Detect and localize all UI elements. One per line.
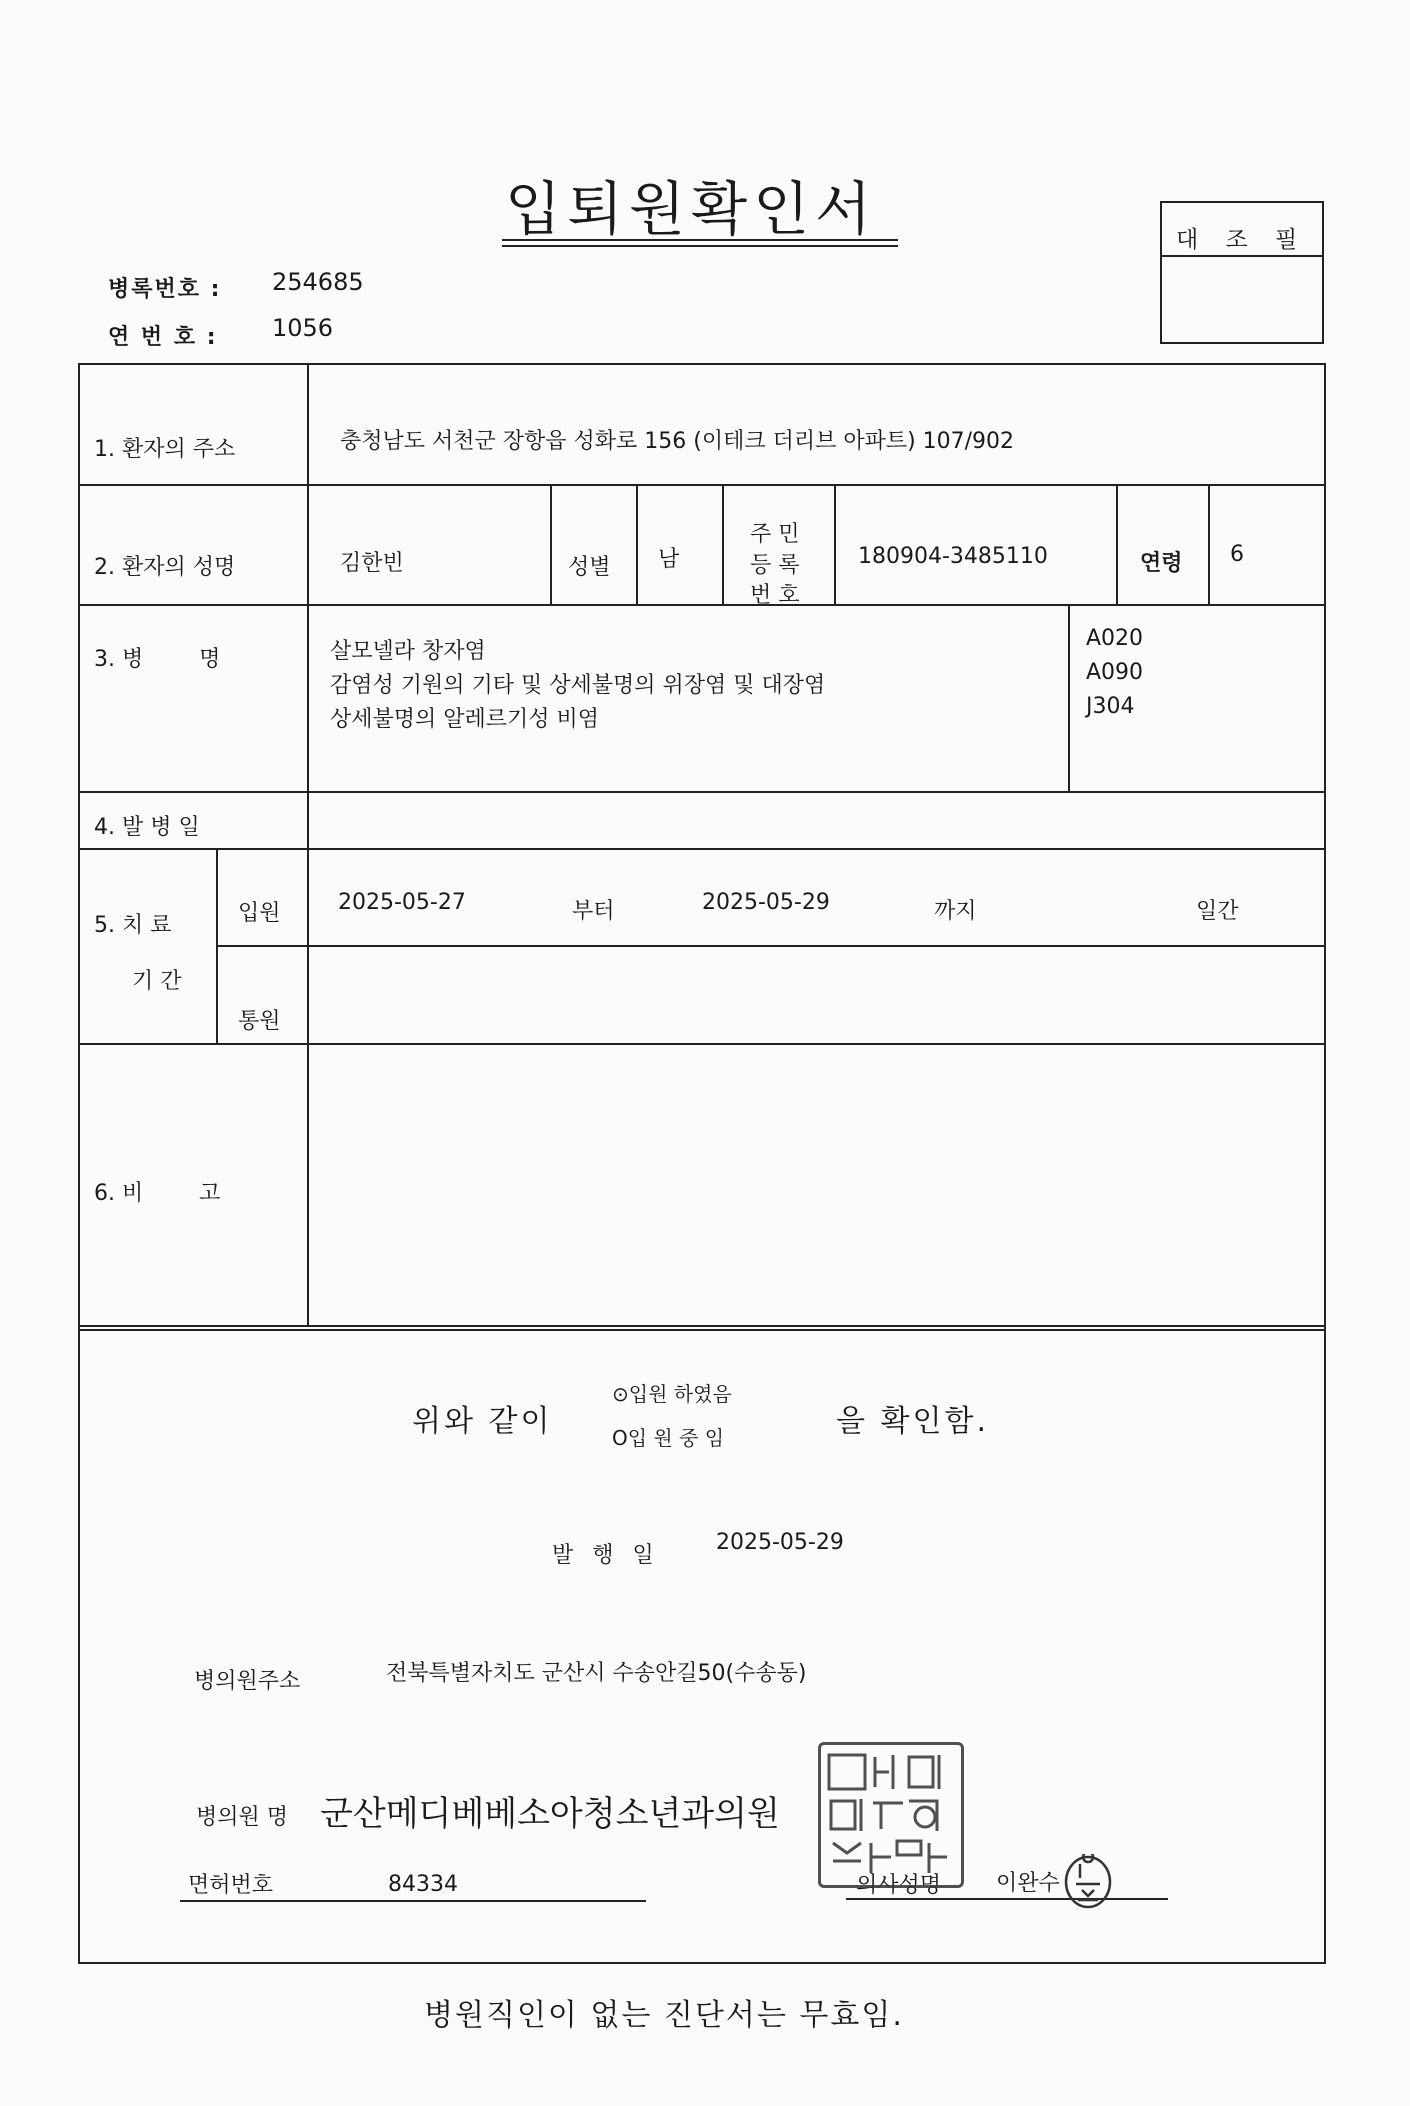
rrn-label-line1: 주 민 [750,522,800,547]
footer-notice: 병원직인이 없는 진단서는 무효임. [424,1998,904,2033]
name-label: 2. 환자의 성명 [94,555,236,580]
inpatient-label: 입원 [238,901,281,926]
disease-code-2: A090 [1086,660,1144,685]
doctor-underline [846,1898,1168,1900]
patient-rrn: 180904-3485110 [858,544,1048,569]
inpatient-to: 2025-05-29 [702,890,830,915]
verification-box [1160,201,1324,344]
disease-1: 살모넬라 창자염 [330,639,486,664]
license-label: 면허번호 [188,1873,274,1898]
rrn-label-line3: 번 호 [750,583,800,608]
title-underline [502,239,898,241]
from-word: 부터 [572,899,615,924]
patient-age: 6 [1230,542,1244,567]
inpatient-from: 2025-05-27 [338,890,466,915]
record-no-value: 254685 [272,268,364,296]
sex-label: 성별 [568,555,611,580]
days-word: 일간 [1196,899,1239,924]
address-label: 1. 환자의 주소 [94,437,236,462]
confirm-option-admitted: ⊙입원 하였음 [612,1382,732,1406]
doctor-label: 의사성명 [856,1873,942,1898]
license-number: 84334 [388,1872,458,1897]
clinic-address-label: 병의원주소 [194,1669,301,1694]
onset-label: 4. 발 병 일 [94,815,200,840]
document-title: 입퇴원확인서 [505,175,878,243]
confirm-suffix: 을 확인함. [836,1404,989,1439]
form-table [78,363,1326,1331]
confirm-prefix: 위와 같이 [412,1404,553,1439]
issue-date: 2025-05-29 [716,1530,844,1555]
clinic-address: 전북특별자치도 군산시 수송안길50(수송동) [386,1661,807,1686]
disease-code-1: A020 [1086,626,1144,651]
serial-value: 1056 [272,314,334,342]
disease-3: 상세불명의 알레르기성 비염 [330,707,600,732]
clinic-name-label: 병의원 명 [196,1805,289,1830]
doctor-name: 이완수 [996,1871,1060,1896]
doctor-seal-stamp [1062,1854,1114,1910]
treatment-period-label: 5. 치 료 [94,913,172,938]
clinic-name: 군산메디베베소아청소년과의원 [320,1794,780,1834]
disease-label: 3. 병 명 [94,647,221,672]
patient-sex: 남 [658,547,680,572]
age-label: 연령 [1140,551,1183,576]
issue-date-label: 발 행 일 [552,1543,660,1568]
to-word: 까지 [934,899,977,924]
title-underline-double [502,245,898,247]
patient-address: 충청남도 서천군 장항읍 성화로 156 (이테크 더리브 아파트) 107/902 [340,429,1015,454]
disease-code-3: J304 [1086,694,1135,719]
disease-2: 감염성 기원의 기타 및 상세불명의 위장염 및 대장염 [330,673,826,698]
verification-box-label: 대 조 필 [1176,227,1308,253]
patient-name: 김한빈 [340,551,404,576]
serial-label: 연 번 호 : [108,325,218,350]
outpatient-label: 통원 [238,1009,281,1034]
confirm-option-inpatient: O입 원 중 임 [612,1426,725,1450]
record-no-label: 병록번호 : [108,277,222,302]
rrn-label-line2: 등 록 [750,553,800,578]
remarks-label: 6. 비 고 [94,1181,221,1206]
treatment-period-label-2: 기 간 [132,969,182,994]
clinic-seal-stamp [818,1742,964,1888]
license-underline [180,1900,646,1902]
